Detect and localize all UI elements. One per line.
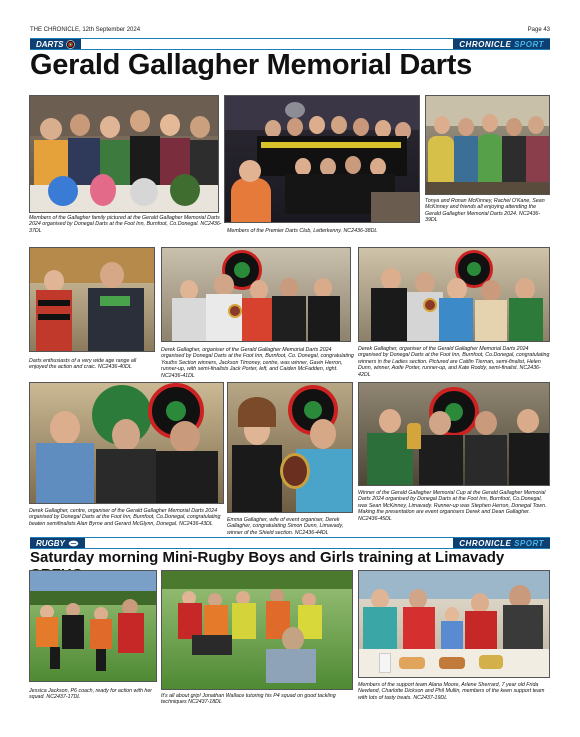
photo-mckinney-friends [425,95,550,195]
caption-gallagher-family: Members of the Gallagher family pictured at the Gerald Gallagher Memorial Darts 2024 organised by Donegal Darts at the Foot Inn, Burnfoot, Co.Donegal. NC2436-37DL [29,215,222,234]
page-number: Page 43 [527,27,550,33]
caption-shield-section: Emma Gallagher, wife of event organiser, Derek Gallagher, congratulating Simon Dunn, Limavady, winner of the Shield section. NC2436-44DL [227,517,344,536]
photo-tackling-techniques [161,570,353,690]
caption-premier-darts: Members of the Premier Darts Club, Letterkenny. NC2436-38DL [227,228,378,234]
caption-mckinney-friends: Tonya and Ronan McKinney, Rachel O'Kane, Sean McKinney and friends all enjoying attending the Gerald Gallagher Memorial Darts 2024. NC2436-39DL [425,198,545,224]
caption-cup-winner: Winner of the Gerald Gallagher Memorial Cup at the Gerald Gallagher Memorial Darts 2024 organised by Donegal Darts at the Foot Inn, Burnfoot, Co.Donegal, was Sean McKinney, Limavady. Runner-up was Stephen Herron, Donegal Town. Making the presentation are event organisers Derek and Dean Gallagher. NC2436-45DL [358,490,547,522]
rugby-section-tag [30,538,85,548]
photo-beaten-semifinalists [29,382,224,504]
photo-premier-darts-club [224,95,420,223]
photo-youths-winners [161,247,351,342]
publication-dateline: THE CHRONICLE, 12th September 2024 [30,27,141,33]
caption-youths-winners: Derek Gallagher, organiser of the Gerald Gallagher Memorial Darts 2024 organised by Donegal Darts at the Foot Inn, Burnfoot, Co. Donegal, congratulating Youths Section winners, Jackson Timoney, centre, was winner, Gavin Herron, runner-up, with semi-finalists Jack Porter, left, and Caiden McFadden, right. NC2436-41DL [161,347,354,379]
photo-shield-section [227,382,353,513]
caption-ladies-winners: Derek Gallagher, organiser of the Gerald Gallagher Memorial Darts 2024 organised by Donegal Darts at the Foot Inn, Burnfoot, Co.Donegal, congratulating winners in the Ladies section. Pictured are Caitlin Tiernan, semi-finalist, Helen Dunn, winner, Aoife Porter, runner-up, and Kate Roddy, semi-finalist. NC2436-42DL [358,346,550,378]
photo-darts-enthusiasts [29,247,155,352]
photo-jessica-jackson-squad [29,570,157,682]
photo-ladies-winners [358,247,550,342]
brand-sport: SPORT [514,40,544,49]
darts-section-label: DARTS [36,39,64,49]
chronicle-sport-brand [453,39,550,49]
photo-cup-winner [358,382,550,486]
photo-support-team [358,570,550,678]
darts-headline: Gerald Gallagher Memorial Darts [30,49,472,81]
rugby-brand-sport: SPORT [514,539,544,548]
darts-section-tag [30,39,81,49]
rugby-ball-icon [68,540,79,547]
photo-gallagher-family [29,95,219,213]
caption-tackling-techniques: It's all about grip! Jonathan Wallace tutoring his P4 squad on good tackling techniques NC2437-18DL [161,693,336,706]
caption-jessica-jackson: Jessica Jackson, P6 coach, ready for action with her squad. NC2437-17DL [29,688,153,701]
rugby-section-label: RUGBY [36,538,65,548]
caption-support-team: Members of the support team Alana Moore, Arlene Sherrard, 7 year old Frida Newland, Charlotte Dickson and Phil Mullin, members of the keen support team with lots of tasty treats. NC2437-19DL [358,682,545,701]
rugby-section-bar [30,537,550,549]
page-header [30,27,550,37]
brand-chronicle: CHRONICLE [459,40,512,49]
rugby-brand-chronicle: CHRONICLE [459,539,512,548]
rugby-headline: Saturday morning Mini-Rugby Boys and Girls training at Limavady [30,549,505,566]
dartboard-icon [66,40,75,49]
caption-darts-enthusiasts: Darts enthusiasts of a very wide age range all enjoyed the action and craic. NC2436-40DL [29,358,137,371]
caption-beaten-semifinalists: Derek Gallagher, centre, organiser of the Gerald Gallagher Memorial Darts 2024 organised by Donegal Darts at the Foot Inn, Burnfoot, Co.Donegal, congratulating beaten semifinalists Alan Byrne and Gerard McGlynn, Donegal. NC2436-43DL [29,508,221,527]
rugby-chronicle-sport-brand [453,538,550,548]
